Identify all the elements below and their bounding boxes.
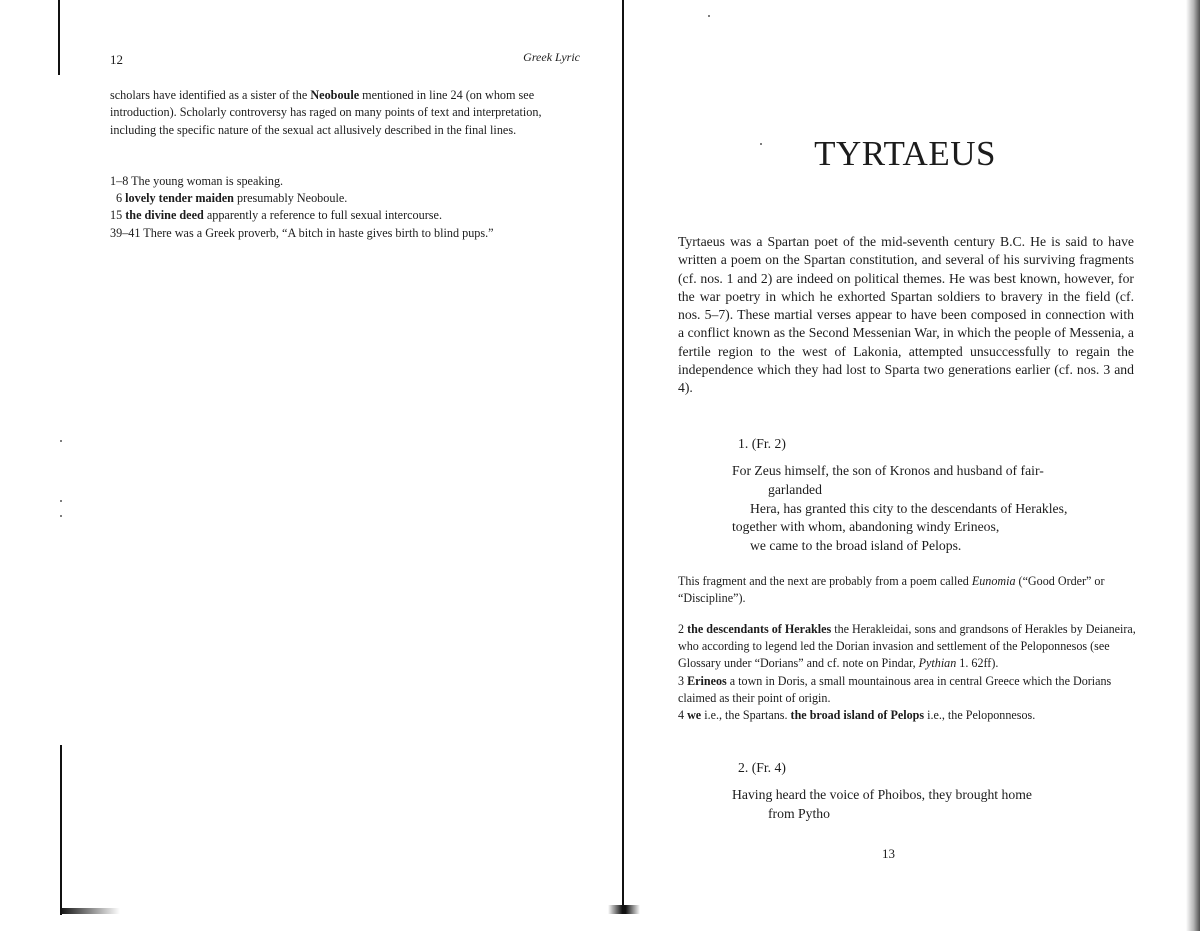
poem-line: we came to the broad island of Pelops. <box>750 538 962 554</box>
note-italic: Pythian <box>918 656 957 671</box>
chapter-title: TYRTAEUS <box>814 134 996 173</box>
fragment-poem <box>732 786 1142 824</box>
poem-line: from Pytho <box>768 805 830 821</box>
comment-text: (“Good Order” or “Discipline”). <box>678 574 1105 606</box>
poem-line: together with whom, abandoning windy Erineos, <box>732 519 1000 535</box>
page-number: 13 <box>882 846 895 861</box>
running-head: Greek Lyric <box>523 50 580 64</box>
note-text: i.e., the Peloponnesos. <box>927 708 1036 723</box>
note-ref: 3 <box>678 673 685 688</box>
body-bold-name: Neoboule <box>310 88 360 102</box>
note-text: The young woman is speaking. <box>131 174 284 188</box>
note-text: 1. 62ff). <box>956 656 999 671</box>
body-text: scholars have identified as a sister of the <box>110 88 311 102</box>
poem-line: Having heard the voice of Phoibos, they brought home <box>732 787 1032 802</box>
poem-line: Hera, has granted this city to the descendants of Herakles, <box>750 500 1068 516</box>
right-page <box>620 0 1200 931</box>
note-lemma: the descendants of Herakles <box>687 622 832 636</box>
note-ref: 1–8 <box>110 174 129 188</box>
note-item <box>110 173 580 190</box>
commentary-notes <box>110 173 580 242</box>
note-text: i.e., the Spartans. <box>704 708 788 723</box>
intro-paragraph: Tyrtaeus was a Spartan poet of the mid-seventh century B.C. He is said to have written a poem on the Spartan constitution, and several of his surviving fragments (cf. nos. 1 and 2) are indeed on political themes. He was best known, however, for the war poetry in which he exhorted Spartan soldiers to bravery in the field (cf. nos. 5–7). These martial verses appear to have been composed in connection with a conflict known as the Second Messenian War, in which the people of Messenia, a fertile region to the west of Lakonia, attempted unsuccessfully to regain the independence which they had lost to Sparta two generations earlier (cf. nos. 3 and 4). <box>678 234 1134 396</box>
note-lemma: the broad island of Pelops <box>790 708 925 723</box>
note-lemma: Erineos <box>687 673 727 688</box>
note-ref: 4 <box>678 708 685 723</box>
note-text: the Herakleidai, sons and grandsons of Herakles by Deianeira, who according to legend led the Dorian invasion and settlement of the Peloponnesos (see Glossary under “Dorians” and cf. note on Pindar, <box>678 622 1136 671</box>
note-item <box>678 673 1140 707</box>
note-item <box>678 707 1140 724</box>
note-ref: 15 <box>110 208 123 223</box>
body-text: mentioned in line 24 (on whom see introduction). Scholarly controversy has raged on many points of text and interpretation, including the specific nature of the sexual act allusively described in the final lines. <box>110 88 542 137</box>
commentary-notes <box>678 621 1140 724</box>
poem-line: For Zeus himself, the son of Kronos and husband of fair- <box>732 463 1044 478</box>
note-ref: 6 <box>116 191 123 206</box>
note-text: presumably Neoboule. <box>236 191 348 206</box>
note-text: a town in Doris, a small mountainous area in central Greece which the Dorians claimed as their point of origin. <box>678 673 1112 705</box>
note-lemma: lovely tender maiden <box>125 191 234 206</box>
fragment-heading: 1. (Fr. 2) <box>738 436 786 451</box>
note-lemma: we <box>687 708 702 723</box>
continued-paragraph <box>110 87 580 139</box>
note-ref: 39–41 <box>110 225 141 240</box>
note-item <box>678 621 1140 673</box>
fragment-comment <box>678 573 1134 607</box>
fragment-heading: 2. (Fr. 4) <box>738 760 786 775</box>
note-ref: 2 <box>678 622 685 636</box>
comment-text: This fragment and the next are probably from a poem called <box>678 574 972 588</box>
note-item <box>110 190 580 207</box>
note-text: apparently a reference to full sexual intercourse. <box>206 208 442 223</box>
note-item <box>110 207 580 224</box>
page-number: 12 <box>110 52 123 67</box>
poem-line: garlanded <box>768 481 822 497</box>
poem-title: Eunomia <box>971 574 1016 588</box>
note-lemma: the divine deed <box>125 208 204 223</box>
note-item <box>110 225 580 242</box>
note-text: There was a Greek proverb, “A bitch in haste gives birth to blind pups.” <box>143 225 494 240</box>
fragment-poem <box>732 462 1142 556</box>
